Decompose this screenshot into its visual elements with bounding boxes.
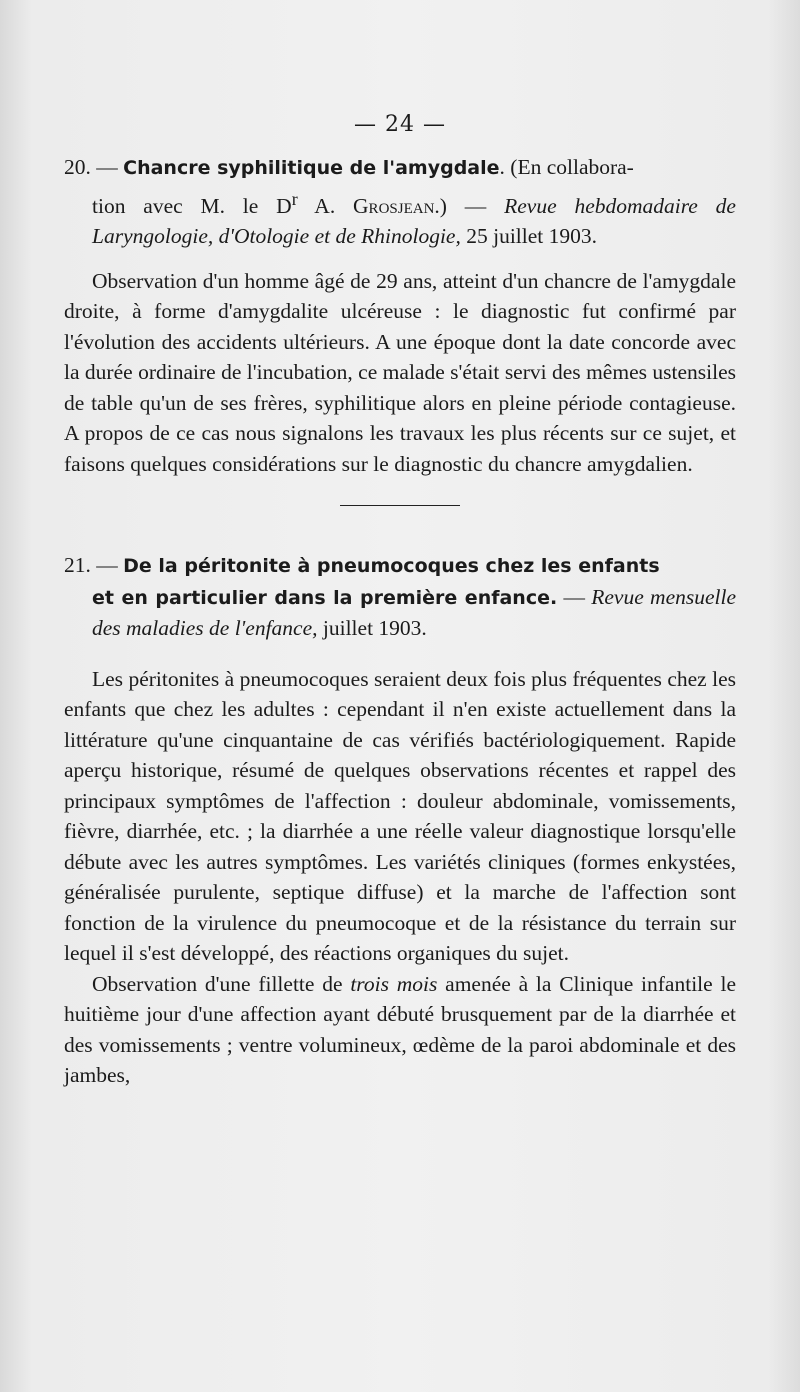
entry-20-date: 25 juillet 1903.	[460, 224, 598, 249]
entry-21-journal-a: Revue	[591, 584, 644, 609]
entry-21-dash: —	[557, 584, 592, 609]
entry-20-citation	[64, 184, 736, 252]
entry-20-journal-a: Revue hebdomadaire de	[504, 193, 736, 218]
entry-21-title-b: et en particulier dans la première enfance.	[92, 586, 558, 609]
entry-20-title: Chancre syphilitique de l'amygdale	[123, 157, 500, 179]
page-content	[64, 152, 736, 1091]
entry-20-paragraph: Observation d'un homme âgé de 29 ans, atteint d'un chancre de l'amygdale droite, à forme d'amygdalite ulcéreuse : le diagnostic fut confirmé par l'évolution des accidents ultérieurs. A une époque dont la date concorde avec la durée ordinaire de l'incubation, ce malade s'était servi des mêmes ustensiles de table qu'un de ses frères, syphilitique alors en pleine période contagieuse. A propos de ce cas nous signalons les travaux les plus récents sur ce sujet, et faisons quelques considérations sur le diagnostic du chancre amygdalien.	[64, 268, 736, 476]
entry-20-number: 20. —	[64, 155, 118, 179]
page-number: — 24 —	[354, 112, 446, 137]
entry-21-title-a: De la péritonite à pneumocoques chez les enfants	[123, 555, 660, 578]
entry-20-author: Grosjean	[353, 193, 435, 218]
entry-20-collab-end: .) —	[434, 193, 505, 218]
entry-20-collab-sup: r	[291, 188, 298, 209]
entry-21-date: juillet 1903.	[317, 616, 427, 641]
entry-20-title-suffix: . (En collabora-	[499, 155, 634, 179]
entry-21-number: 21. —	[64, 553, 124, 578]
entry-21-heading	[64, 550, 736, 644]
entry-20-collab-initial: A.	[297, 193, 354, 218]
entry-20-heading	[64, 152, 736, 252]
entry-21-para2-italic: trois mois	[350, 971, 438, 996]
section-divider	[340, 505, 460, 506]
entry-21-para2-b: amenée à la Clinique infantile le huitième jour d'une affection ayant débuté brusquement par de la diarrhée et des vomissements ; ventre volumineux, œdème de la paroi abdominale et des jambes,	[64, 971, 736, 1088]
entry-21-title-cont	[64, 582, 736, 644]
entry-21-journal-b: mensuelle des maladies de l'enfance,	[92, 584, 737, 641]
entry-20-collab: tion avec M. le D	[92, 193, 292, 218]
entry-20-journal-b: Laryngologie, d'Otologie et de Rhinologie,	[92, 224, 461, 249]
entry-21-paragraph-1: Les péritonites à pneumocoques seraient deux fois plus fréquentes chez les enfants que chez les adultes : cependant il n'en existe actuellement dans la littérature qu'une cinquantaine de cas vérifiés bactériologiquement. Rapide aperçu historique, résumé de quelques observations récentes et rappel des principaux symptômes de l'affection : douleur abdominale, vomissements, fièvre, diarrhée, etc. ; la diarrhée a une réelle valeur diagnostique lorsqu'elle débute avec les autres symptômes. Les variétés cliniques (formes enkystées, généralisée purulente, septique diffuse) et la marche de l'affection sont fonction de la virulence du pneumocoque et de la résistance du terrain sur lequel il s'est développé, des réactions organiques du sujet.	[64, 666, 736, 966]
entry-21-paragraph-2	[64, 969, 736, 1091]
entry-21-para2-a: Observation d'une fillette de	[92, 971, 351, 996]
